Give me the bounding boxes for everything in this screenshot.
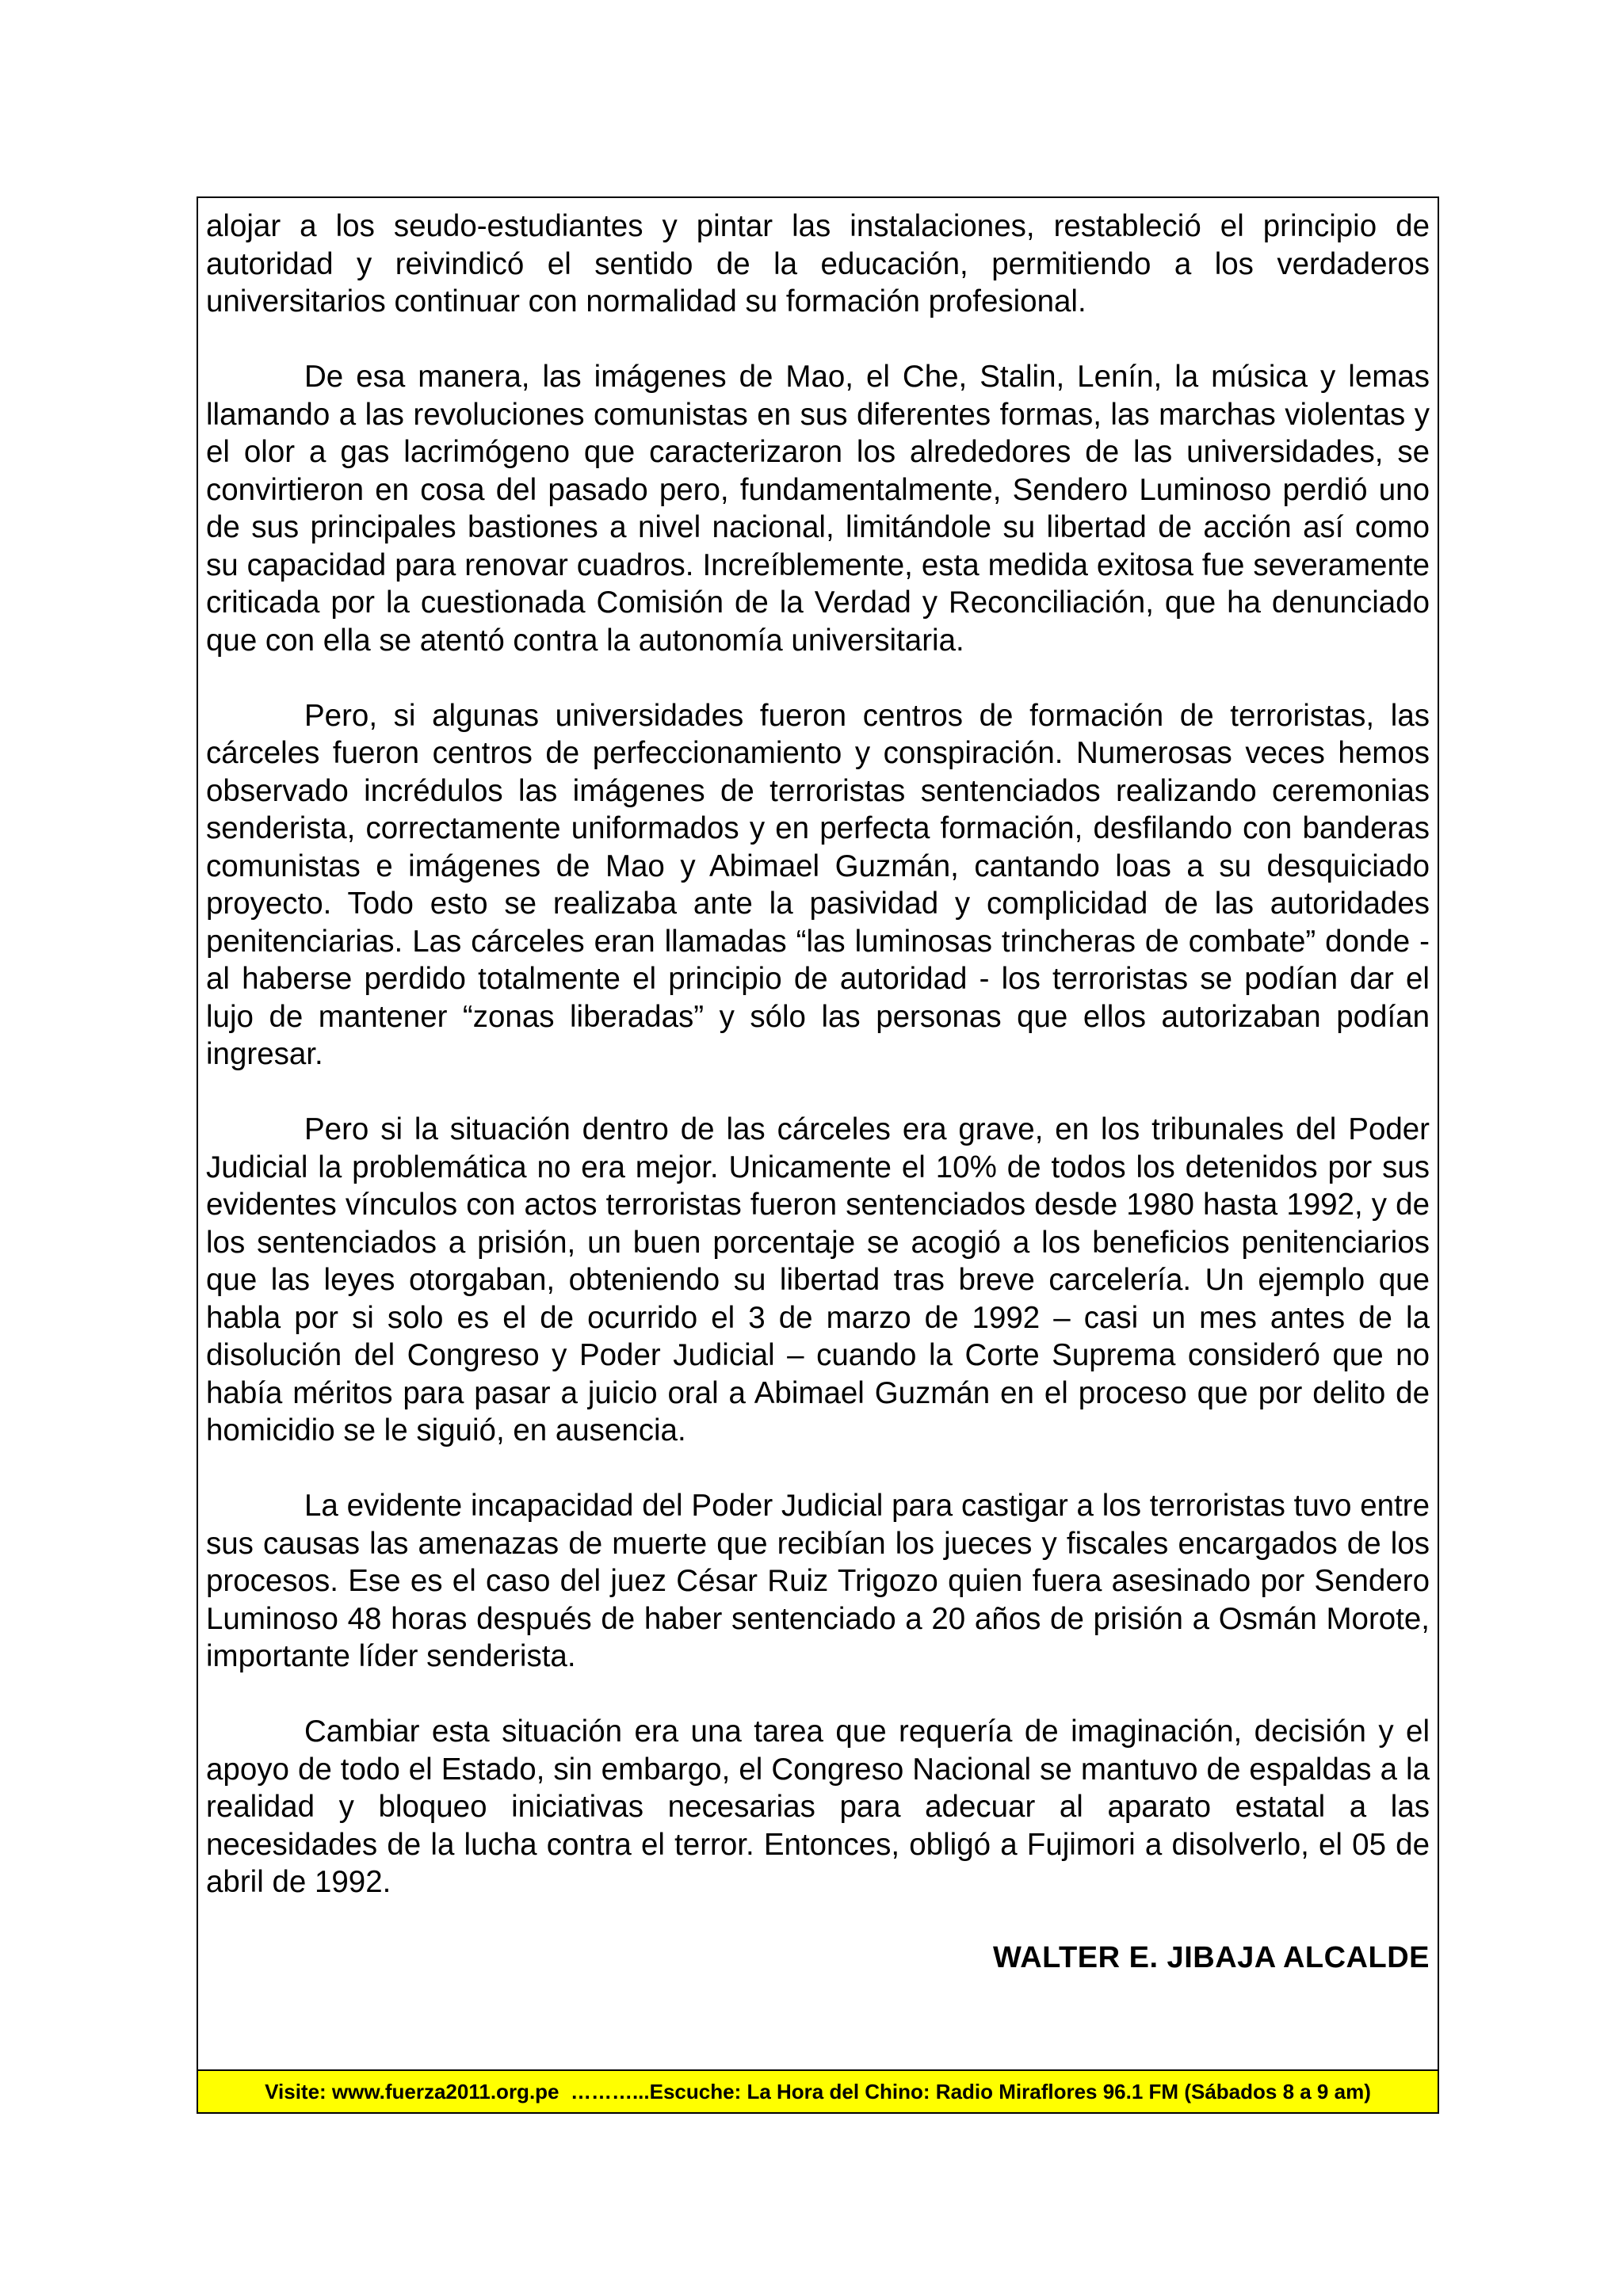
- author-signature: WALTER E. JIBAJA ALCALDE: [992, 1941, 1430, 1974]
- footer-banner: Visite: www.fuerza2011.org.pe ………...Escuche: La Hora del Chino: Radio Miraflores 96.1 FM (Sábados 8 a 9 am): [198, 2069, 1438, 2112]
- paragraph-6: Cambiar esta situación era una tarea que requería de imaginación, decisión y el apoyo de todo el Estado, sin embargo, el Congreso Nacional se mantuvo de espaldas a la realidad y bloqueo iniciativas necesarias para adecuar al aparato estatal a las necesidades de la lucha contra el terror. Entonces, obligó a Fujimori a disolverlo, el 05 de abril de 1992.: [206, 1714, 1430, 1899]
- article-body: [206, 208, 1430, 1977]
- page-frame: [197, 196, 1439, 2114]
- paragraph-5: La evidente incapacidad del Poder Judicial para castigar a los terroristas tuvo entre sus causas las amenazas de muerte que recibían los jueces y fiscales encargados de los procesos. Ese es el caso del juez César Ruiz Trigozo quien fuera asesinado por Sendero Luminoso 48 horas después de haber sentenciado a 20 años de prisión a Osmán Morote, importante líder senderista.: [206, 1489, 1430, 1673]
- paragraph-4: Pero si la situación dentro de las cárceles era grave, en los tribunales del Poder Judicial la problemática no era mejor. Unicamente el 10% de todos los detenidos por sus evidentes vínculos con actos terroristas fueron sentenciados desde 1980 hasta 1992, y de los sentenciados a prisión, un buen porcentaje se acogió a los beneficios penitenciarios que las leyes otorgaban, obteniendo su libertad tras breve carcelería. Un ejemplo que habla por si solo es el de ocurrido el 3 de marzo de 1992 – casi un mes antes de la disolución del Congreso y Poder Judicial – cuando la Corte Suprema consideró que no había méritos para pasar a juicio oral a Abimael Guzmán en el proceso que por delito de homicidio se le siguió, en ausencia.: [206, 1112, 1430, 1447]
- paragraph-1: alojar a los seudo-estudiantes y pintar las instalaciones, restableció el principio de autoridad y reivindicó el sentido de la educación, permitiendo a los verdaderos universitarios continuar con normalidad su formación profesional.: [206, 209, 1430, 318]
- paragraph-3: Pero, si algunas universidades fueron centros de formación de terroristas, las cárceles fueron centros de perfeccionamiento y conspiración. Numerosas veces hemos observado incrédulos las imágenes de terroristas sentenciados realizando ceremonias senderista, correctamente uniformados y en perfecta formación, desfilando con banderas comunistas e imágenes de Mao y Abimael Guzmán, cantando loas a su desquiciado proyecto. Todo esto se realizaba ante la pasividad y complicidad de las autoridades penitenciarias. Las cárceles eran llamadas “las luminosas trincheras de combate” donde - al haberse perdido totalmente el principio de autoridad - los terroristas se podían dar el lujo de mantener “zonas liberadas” y sólo las personas que ellos autorizaban podían ingresar.: [206, 698, 1430, 1071]
- paragraph-2: De esa manera, las imágenes de Mao, el Che, Stalin, Lenín, la música y lemas llamando a las revoluciones comunistas en sus diferentes formas, las marchas violentas y el olor a gas lacrimógeno que caracterizaron los alrededores de las universidades, se convirtieron en cosa del pasado pero, fundamentalmente, Sendero Luminoso perdió uno de sus principales bastiones a nivel nacional, limitándole su libertad de acción así como su capacidad para renovar cuadros. Increíblemente, esta medida exitosa fue severamente criticada por la cuestionada Comisión de la Verdad y Reconciliación, que ha denunciado que con ella se atentó contra la autonomía universitaria.: [206, 360, 1430, 658]
